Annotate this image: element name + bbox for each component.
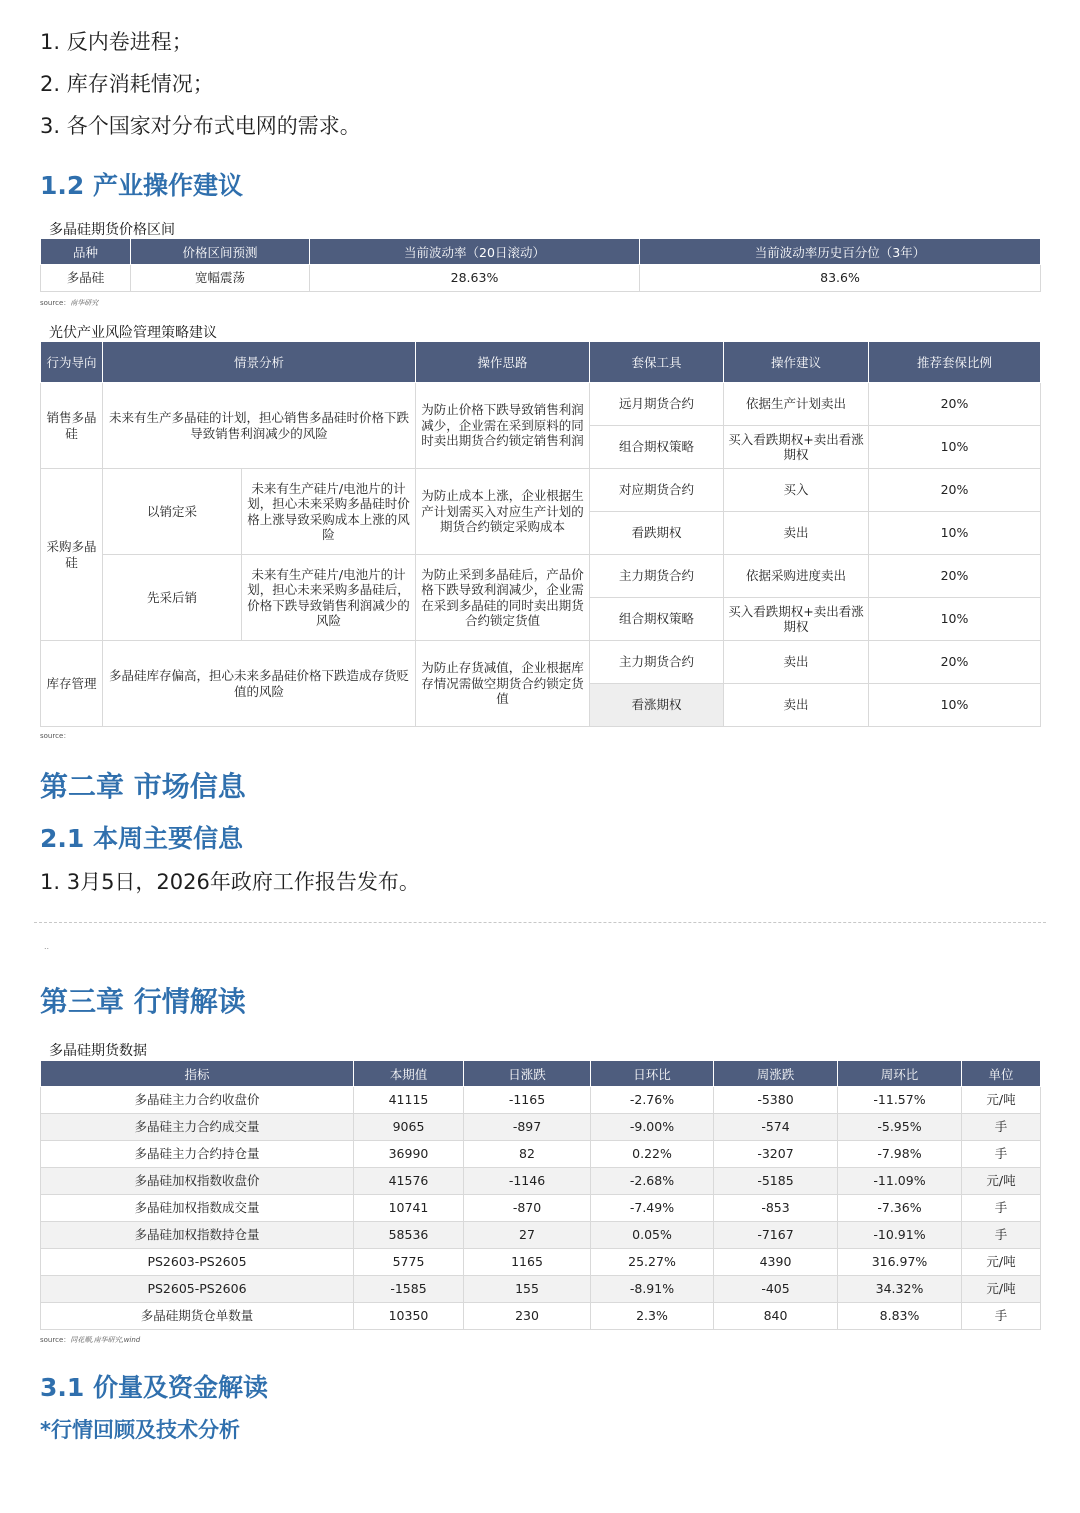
price-range-table (40, 238, 1041, 292)
idea-cell: 为防止存货减值，企业根据库存情况需做空期货合约锁定货值 (416, 641, 590, 727)
table-cell: -10.91% (838, 1222, 962, 1249)
source-label: source： (40, 299, 71, 307)
source-name: 南华研究 (70, 299, 99, 307)
table-cell: 2.3% (591, 1303, 714, 1330)
advice-cell: 买入看跌期权+卖出看涨期权 (724, 426, 869, 469)
table-cell: 手 (962, 1141, 1041, 1168)
column-header: 情景分析 (103, 342, 416, 383)
column-header: 行为导向 (41, 342, 103, 383)
source-note (40, 1335, 140, 1345)
table-cell: 230 (464, 1303, 591, 1330)
table-cell: 手 (962, 1114, 1041, 1141)
advice-cell: 卖出 (724, 684, 869, 727)
tool-cell: 看涨期权 (590, 684, 724, 727)
column-header: 操作建议 (724, 342, 869, 383)
column-header: 当前波动率（20日滚动） (310, 239, 640, 265)
subcategory-cell: 先采后销 (103, 555, 242, 641)
table-cell: -7167 (714, 1222, 838, 1249)
table-header-row (41, 239, 1041, 265)
table-cell: PS2605-PS2606 (41, 1276, 354, 1303)
page-marker: .. (44, 942, 50, 951)
table-caption-risk-strategy: 光伏产业风险管理策略建议 (49, 325, 217, 341)
table-cell: 多晶硅期货仓单数量 (41, 1303, 354, 1330)
scenario-cell: 未来有生产硅片/电池片的计划，担心未来采购多晶硅后，价格下跌导致销售利润减少的风险 (242, 555, 416, 641)
table-cell: 0.05% (591, 1222, 714, 1249)
table-cell: 多晶硅加权指数成交量 (41, 1195, 354, 1222)
table-cell: 41115 (354, 1087, 464, 1114)
section-heading-1-2: 1.2 产业操作建议 (40, 171, 243, 200)
table-cell: 手 (962, 1195, 1041, 1222)
advice-cell: 买入 (724, 469, 869, 512)
page-divider (34, 922, 1046, 923)
ratio-cell: 10% (869, 426, 1041, 469)
table-cell: 34.32% (838, 1276, 962, 1303)
table-cell: -8.91% (591, 1276, 714, 1303)
table-cell: 手 (962, 1222, 1041, 1249)
table-row (41, 1276, 1041, 1303)
table-cell: -1146 (464, 1168, 591, 1195)
source-label: source： (40, 1336, 71, 1344)
table-cell: 元/吨 (962, 1168, 1041, 1195)
idea-cell: 为防止采到多晶硅后，产品价格下跌导致利润减少，企业需在采到多晶硅的同时卖出期货合约锁定货值 (416, 555, 590, 641)
table-cell: 多晶硅主力合约成交量 (41, 1114, 354, 1141)
column-header: 单位 (962, 1061, 1041, 1087)
table-cell: -2.68% (591, 1168, 714, 1195)
risk-strategy-table (40, 341, 1041, 727)
chapter-heading-2: 第二章 市场信息 (40, 770, 246, 803)
column-header: 周涨跌 (714, 1061, 838, 1087)
table-cell: -5.95% (838, 1114, 962, 1141)
table-cell: 元/吨 (962, 1249, 1041, 1276)
idea-cell: 为防止成本上涨，企业根据生产计划需买入对应生产计划的期货合约锁定采购成本 (416, 469, 590, 555)
tool-cell: 组合期权策略 (590, 598, 724, 641)
table-cell: 4390 (714, 1249, 838, 1276)
table-cell: -853 (714, 1195, 838, 1222)
table-cell: -1585 (354, 1276, 464, 1303)
table-cell: -7.36% (838, 1195, 962, 1222)
scenario-cell: 多晶硅库存偏高，担心未来多晶硅价格下跌造成存货贬值的风险 (103, 641, 416, 727)
category-cell: 库存管理 (41, 641, 103, 727)
column-header: 价格区间预测 (131, 239, 310, 265)
table-cell: -2.76% (591, 1087, 714, 1114)
table-cell: -1165 (464, 1087, 591, 1114)
source-name: 同花顺,南华研究,wind (70, 1336, 141, 1344)
table-header-row (41, 342, 1041, 383)
table-cell: -897 (464, 1114, 591, 1141)
table-cell: -7.98% (838, 1141, 962, 1168)
table-cell: -9.00% (591, 1114, 714, 1141)
ratio-cell: 20% (869, 469, 1041, 512)
table-cell: 10741 (354, 1195, 464, 1222)
table-caption-price-range: 多晶硅期货价格区间 (49, 222, 175, 238)
scenario-cell: 未来有生产硅片/电池片的计划，担心未来采购多晶硅时价格上涨导致采购成本上涨的风险 (242, 469, 416, 555)
sub-heading-market-review: *行情回顾及技术分析 (40, 1418, 240, 1442)
table-row (41, 1114, 1041, 1141)
table-cell: 宽幅震荡 (131, 265, 310, 292)
table-row (41, 383, 1041, 426)
table-row (41, 1141, 1041, 1168)
table-row (41, 641, 1041, 684)
table-row (41, 1222, 1041, 1249)
table-cell: -11.09% (838, 1168, 962, 1195)
table-header-row (41, 1061, 1041, 1087)
table-cell: 82 (464, 1141, 591, 1168)
table-row (41, 1087, 1041, 1114)
intro-list-item: 3. 各个国家对分布式电网的需求。 (40, 114, 361, 138)
table-cell: PS2603-PS2605 (41, 1249, 354, 1276)
column-header: 周环比 (838, 1061, 962, 1087)
chapter-heading-3: 第三章 行情解读 (40, 985, 246, 1018)
ratio-cell: 10% (869, 684, 1041, 727)
table-cell: 36990 (354, 1141, 464, 1168)
table-cell: 多晶硅 (41, 265, 131, 292)
column-header: 日涨跌 (464, 1061, 591, 1087)
tool-cell: 对应期货合约 (590, 469, 724, 512)
table-cell: 多晶硅主力合约持仓量 (41, 1141, 354, 1168)
tool-cell: 远月期货合约 (590, 383, 724, 426)
intro-list-item: 2. 库存消耗情况； (40, 72, 214, 96)
table-cell: 155 (464, 1276, 591, 1303)
section-heading-3-1: 3.1 价量及资金解读 (40, 1373, 268, 1402)
table-row (41, 265, 1041, 292)
table-cell: -7.49% (591, 1195, 714, 1222)
table-cell: -870 (464, 1195, 591, 1222)
table-cell: 9065 (354, 1114, 464, 1141)
advice-cell: 卖出 (724, 641, 869, 684)
news-list-item: 1. 3月5日，2026年政府工作报告发布。 (40, 870, 420, 894)
table-cell: -3207 (714, 1141, 838, 1168)
table-cell: -11.57% (838, 1087, 962, 1114)
table-cell: 多晶硅加权指数持仓量 (41, 1222, 354, 1249)
table-cell: 28.63% (310, 265, 640, 292)
table-cell: 41576 (354, 1168, 464, 1195)
table-cell: 27 (464, 1222, 591, 1249)
table-cell: 0.22% (591, 1141, 714, 1168)
table-row (41, 1195, 1041, 1222)
ratio-cell: 10% (869, 598, 1041, 641)
tool-cell: 看跌期权 (590, 512, 724, 555)
tool-cell: 主力期货合约 (590, 641, 724, 684)
source-note (40, 298, 98, 308)
table-cell: 840 (714, 1303, 838, 1330)
table-cell: -5185 (714, 1168, 838, 1195)
table-cell: -405 (714, 1276, 838, 1303)
idea-cell: 为防止价格下跌导致销售利润减少，企业需在采到原料的同时卖出期货合约锁定销售利润 (416, 383, 590, 469)
table-cell: 手 (962, 1303, 1041, 1330)
column-header: 品种 (41, 239, 131, 265)
column-header: 推荐套保比例 (869, 342, 1041, 383)
source-note: source： (40, 732, 71, 740)
column-header: 套保工具 (590, 342, 724, 383)
column-header: 指标 (41, 1061, 354, 1087)
column-header: 本期值 (354, 1061, 464, 1087)
table-cell: 多晶硅主力合约收盘价 (41, 1087, 354, 1114)
ratio-cell: 20% (869, 555, 1041, 598)
ratio-cell: 20% (869, 383, 1041, 426)
table-cell: 元/吨 (962, 1087, 1041, 1114)
table-cell: 多晶硅加权指数收盘价 (41, 1168, 354, 1195)
table-cell: 1165 (464, 1249, 591, 1276)
ratio-cell: 20% (869, 641, 1041, 684)
section-heading-2-1: 2.1 本周主要信息 (40, 824, 243, 853)
table-cell: 316.97% (838, 1249, 962, 1276)
table-cell: 83.6% (640, 265, 1041, 292)
category-cell: 销售多晶硅 (41, 383, 103, 469)
scenario-cell: 未来有生产多晶硅的计划，担心销售多晶硅时价格下跌导致销售利润减少的风险 (103, 383, 416, 469)
tool-cell: 组合期权策略 (590, 426, 724, 469)
advice-cell: 依据生产计划卖出 (724, 383, 869, 426)
table-cell: 58536 (354, 1222, 464, 1249)
table-cell: -574 (714, 1114, 838, 1141)
table-row (41, 555, 1041, 598)
table-cell: 元/吨 (962, 1276, 1041, 1303)
column-header: 操作思路 (416, 342, 590, 383)
category-cell: 采购多晶硅 (41, 469, 103, 641)
table-cell: 25.27% (591, 1249, 714, 1276)
intro-list-item: 1. 反内卷进程； (40, 30, 193, 54)
table-row (41, 1249, 1041, 1276)
futures-data-table (40, 1060, 1041, 1330)
advice-cell: 买入看跌期权+卖出看涨期权 (724, 598, 869, 641)
subcategory-cell: 以销定采 (103, 469, 242, 555)
table-cell: 5775 (354, 1249, 464, 1276)
advice-cell: 卖出 (724, 512, 869, 555)
table-cell: 10350 (354, 1303, 464, 1330)
ratio-cell: 10% (869, 512, 1041, 555)
table-row (41, 1303, 1041, 1330)
advice-cell: 依据采购进度卖出 (724, 555, 869, 598)
table-cell: 8.83% (838, 1303, 962, 1330)
table-row (41, 1168, 1041, 1195)
column-header: 日环比 (591, 1061, 714, 1087)
tool-cell: 主力期货合约 (590, 555, 724, 598)
table-cell: -5380 (714, 1087, 838, 1114)
table-row (41, 469, 1041, 512)
column-header: 当前波动率历史百分位（3年） (640, 239, 1041, 265)
table-caption-futures-data: 多晶硅期货数据 (49, 1043, 147, 1059)
